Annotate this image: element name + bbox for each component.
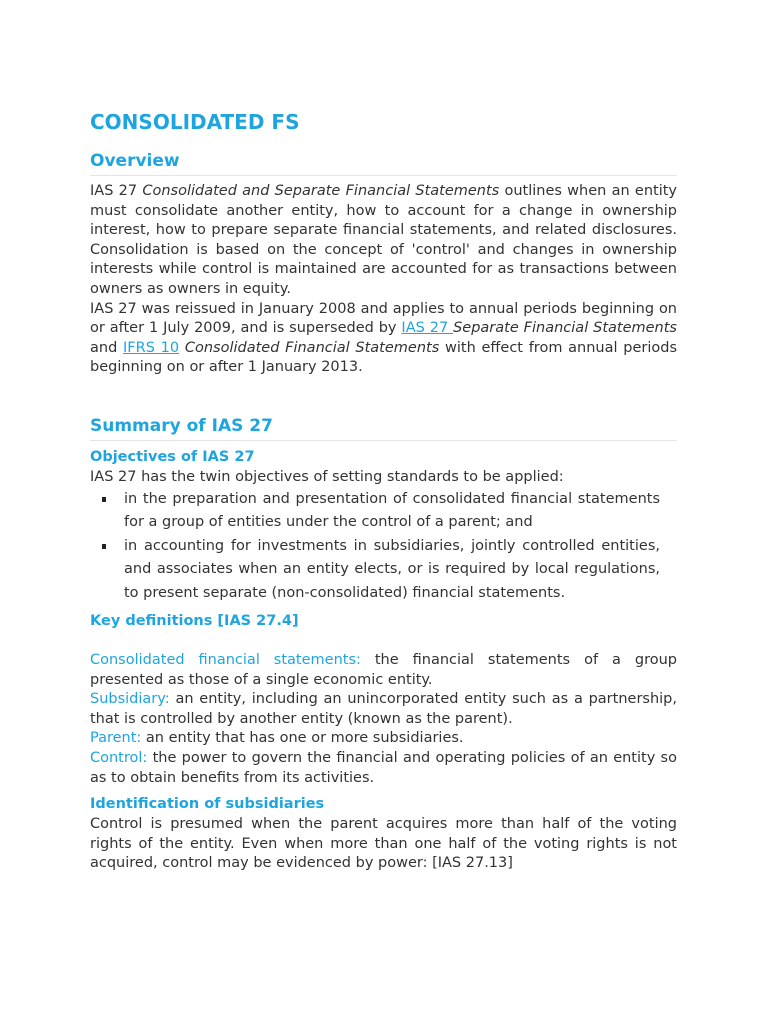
list-item [90, 535, 660, 606]
overview-p1-start: IAS 27 [90, 183, 143, 199]
overview-p2-end: with effect from annual periods beginning on or after 1 January 2013. [90, 339, 678, 376]
definition-parent [90, 729, 677, 749]
overview-p2-italic1: Separate Financial Statements [453, 320, 677, 337]
overview-p1-italic: Consolidated and Separate Financial Statements [142, 183, 500, 199]
definition-term: Parent: [90, 730, 142, 747]
overview-p2-start: IAS 27 was reissued in January 2008 and applies to annual periods beginning on or after 1 July 2009, and is superseded by [90, 300, 677, 337]
objectives-list [90, 488, 677, 606]
overview-p2-italic2: Consolidated Financial Statements [184, 339, 440, 356]
overview-p1-rest: outlines when an entity must consolidate another entity, how to account for a change in ownership interest, how to prepare separate financial statements, and related disclosures. Consolidation is based on the concept of 'control' and changes in ownership interests while control is maintained are accounted for as transactions between owners as owners in equity. [90, 183, 677, 297]
definition-consolidated [90, 651, 677, 690]
definition-text: an entity, including an unincorporated entity such as a partnership, that is controlled by another entity (known as the parent). [90, 691, 677, 727]
summary-heading: Summary of IAS 27 [90, 414, 677, 441]
identification-heading: Identification of subsidiaries [90, 796, 325, 813]
definition-control [90, 749, 677, 788]
definition-term: Subsidiary: [90, 691, 170, 708]
ias27-link[interactable]: IAS 27 [401, 320, 454, 337]
overview-heading: Overview [90, 149, 677, 176]
objectives-heading: Objectives of IAS 27 [90, 448, 255, 465]
definition-text: the power to govern the financial and operating policies of an entity so as to obtain benefits from its activities. [90, 750, 677, 786]
objectives-intro: IAS 27 has the twin objectives of setting standards to be applied: [90, 468, 564, 485]
bullet-icon [102, 497, 106, 502]
overview-p2-and: and [90, 339, 124, 356]
overview-paragraph-2 [90, 300, 677, 378]
definition-subsidiary [90, 690, 677, 729]
key-definitions-heading: Key definitions [IAS 27.4] [90, 613, 299, 630]
list-item-text: in accounting for investments in subsidiaries, jointly controlled entities, and associates when an entity elects, or is required by local regulations, to present separate (non-consolidated) financial statements. [124, 537, 660, 601]
definition-term: Control: [90, 750, 148, 766]
bullet-icon [102, 544, 106, 549]
definition-term: Consolidated financial statements: [90, 652, 361, 669]
ifrs10-link[interactable]: IFRS 10 [123, 339, 180, 356]
document-content [90, 108, 677, 874]
list-item-text: in the preparation and presentation of consolidated financial statements for a group of entities under the control of a parent; and [124, 490, 660, 531]
definition-text: the financial statements of a group presented as those of a single economic entity. [90, 652, 677, 688]
overview-paragraph-1 [90, 182, 677, 300]
definition-text: an entity that has one or more subsidiaries. [141, 730, 464, 747]
document-title: CONSOLIDATED FS [90, 110, 300, 134]
list-item [90, 488, 660, 535]
identification-text: Control is presumed when the parent acquires more than half of the voting rights of the entity. Even when more than one half of the voting rights is not acquired, control may be evidenced by power: [IAS 27.13] [90, 816, 677, 872]
